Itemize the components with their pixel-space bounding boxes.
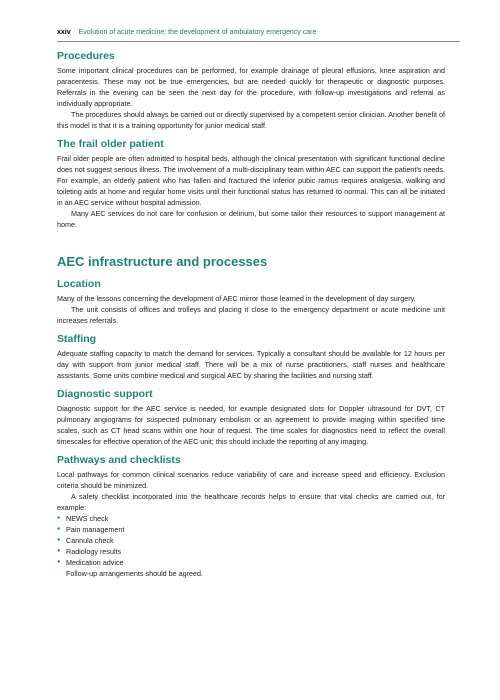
section-heading: Procedures — [57, 50, 115, 62]
page-content — [57, 50, 445, 586]
section-procedures — [57, 50, 445, 131]
running-title: Evolution of acute medicine: the development of ambulatory emergency care — [78, 29, 317, 36]
paragraph: The unit consists of offices and trolleys and placing it close to the emergency department or acute medicine unit increases referrals. — [57, 305, 445, 325]
list-item: ● Radiology results — [57, 546, 445, 557]
list-item: ● Cannula check — [57, 535, 445, 546]
section-diagnostic-support — [57, 388, 445, 447]
paragraph: Local pathways for common clinical scenarios reduce variability of care and increase speed and efficiency. Exclusion criteria should be minimized. — [57, 470, 445, 490]
header-rule — [57, 41, 460, 42]
section-aec-infrastructure — [57, 254, 445, 579]
paragraph: Many AEC services do not care for confusion or delirium, but some tailor their resources to support management at home. — [57, 209, 445, 229]
section-heading: Diagnostic support — [57, 388, 153, 400]
paragraph: Many of the lessons concerning the development of AEC mirror those learned in the development of day surgery. — [57, 294, 416, 303]
paragraph: A safety checklist incorporated into the healthcare records helps to ensure that vital checks are carried out, for example: — [57, 492, 445, 512]
section-pathways-checklists — [57, 454, 445, 579]
paragraph: Some important clinical procedures can be performed, for example drainage of pleural effusions, knee aspiration and paracentesis. These may not be true emergencies, but are needed quickly for therapeutic or diagnostic purposes. Referrals in the evening can be seen the next day for the procedure, with follow-up investigations and referral as individually appropriate. — [57, 66, 445, 108]
section-location — [57, 278, 445, 326]
list-item: ● Medication advice — [57, 557, 445, 568]
chapter-heading: AEC infrastructure and processes — [57, 254, 268, 269]
page-number: xxiv — [57, 29, 71, 36]
list-item: ● NEWS check — [57, 513, 445, 524]
list-item: ● Pain management — [57, 524, 445, 535]
paragraph: Adequate staffing capacity to match the demand for services. Typically a consultant should be available for 12 hours per day with support from junior medical staff. There will be a mix of nurse practitioners, staff nurses and healthcare assistants. Some units combine medical and surgical AEC by sharing the facilities and nursing staff. — [57, 349, 445, 380]
section-staffing — [57, 333, 445, 381]
section-heading: Staffing — [57, 333, 97, 345]
paragraph: The procedures should always be carried out or directly supervised by a competent senior clinician. Another benefit of this model is that it is a training opportunity for junior medical staff. — [57, 110, 445, 130]
running-head — [57, 29, 460, 36]
paragraph: Frail older people are often admitted to hospital beds, although the clinical presentation with significant functional decline does not suggest serious illness. The involvement of a multi-disciplinary team within AEC can support the patient's needs. For example, an elderly patient who has fallen and fractured the inferior pubic ramus requires analgesia, walking and toileting aids at home and regular home visits until their functional status has returned to normal. This can all be initiated in an AEC service without hospital admission. — [57, 154, 445, 207]
section-heading: Pathways and checklists — [57, 454, 181, 466]
section-heading: The frail older patient — [57, 138, 164, 150]
section-heading: Location — [57, 278, 101, 290]
paragraph: Diagnostic support for the AEC service is needed, for example designated slots for Doppler ultrasound for DVT, CT pulmonary angiograms for suspected pulmonary embolism or an agreement to provide imaging within specified time scales, such as CT head scans within one hour of request. The time scales for diagnostics need to reflect the overall timescales for effective operation of the AEC unit; this should include the reporting of any imaging. — [57, 404, 445, 446]
checklist — [57, 513, 445, 568]
paragraph: Follow-up arrangements should be agreed. — [66, 569, 204, 578]
section-frail-older-patient — [57, 138, 445, 230]
